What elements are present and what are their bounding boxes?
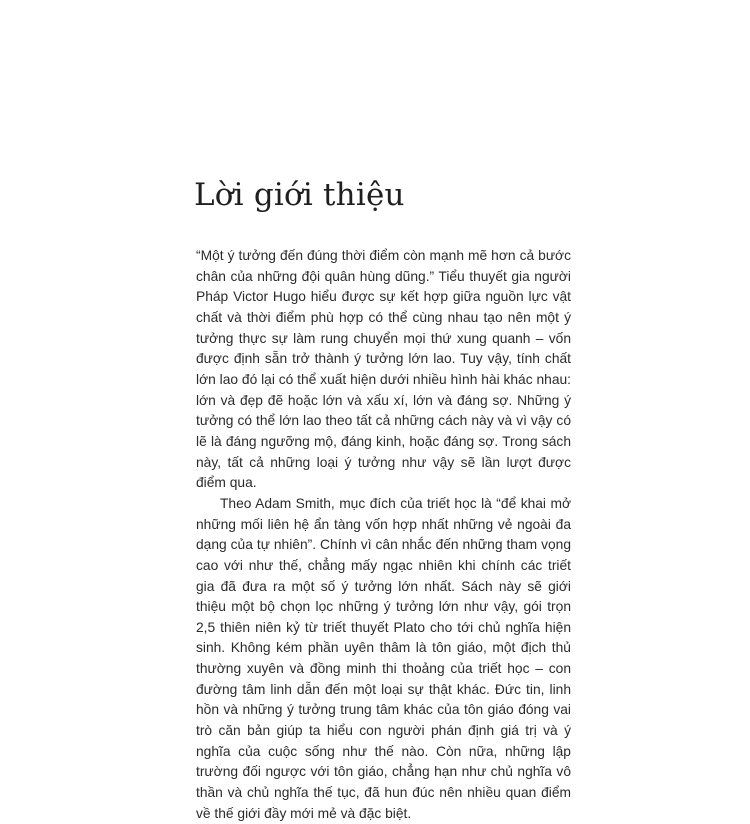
paragraph-1: “Một ý tưởng đến đúng thời điểm còn mạnh mẽ hơn cả bước chân của những đội quân hùng dũng.” Tiểu thuyết gia người Pháp Victor Hugo hiểu được sự kết hợp giữa nguồn lực vật chất và thời điểm phù hợp có thể cùng nhau tạo nên một ý tưởng thực sự làm rung chuyển mọi thứ xung quanh – vốn được định sẵn trở thành ý tưởng lớn lao. Tuy vậy, tính chất lớn lao đó lại có thể xuất hiện dưới nhiều hình hài khác nhau: lớn và đẹp đẽ hoặc lớn và xấu xí, lớn và đáng sợ. Những ý tưởng có thể lớn lao theo tất cả những cách này và vì vậy có lẽ là đáng ngưỡng mộ, đáng kinh, hoặc đáng sợ. Trong sách này, tất cả những loại ý tưởng như vậy sẽ lần lượt được điểm qua.	[196, 248, 571, 491]
paragraph-2: Theo Adam Smith, mục đích của triết học là “để khai mở những mối liên hệ ẩn tàng vốn hợp nhất những vẻ ngoài đa dạng của tự nhiên”. Chính vì cân nhắc đến những tham vọng cao với như thế, chẳng mấy ngạc nhiên khi chính các triết gia đã đưa ra một số ý tưởng lớn nhất. Sách này sẽ giới thiệu một bộ chọn lọc những ý tưởng lớn như vậy, gói trọn 2,5 thiên niên kỷ từ triết thuyết Plato cho tới chủ nghĩa hiện sinh. Không kém phần uyên thâm là tôn giáo, một địch thủ thường xuyên và đồng minh thi thoảng của triết học – con đường tâm linh dẫn đến một loại sự thật khác. Đức tin, linh hồn và những ý tưởng trung tâm khác của tôn giáo đóng vai trò căn bản giúp ta hiểu con người phán định giá trị và ý nghĩa của cuộc sống như thế nào. Còn nữa, những lập trường đối ngược với tôn giáo, chẳng hạn như chủ nghĩa vô thần và chủ nghĩa thế tục, đã hun đúc nên nhiều quan điểm về thế giới đầy mới mẻ và đặc biệt.	[196, 495, 571, 821]
chapter-body	[196, 246, 571, 824]
chapter-title: Lời giới thiệu	[194, 177, 405, 213]
